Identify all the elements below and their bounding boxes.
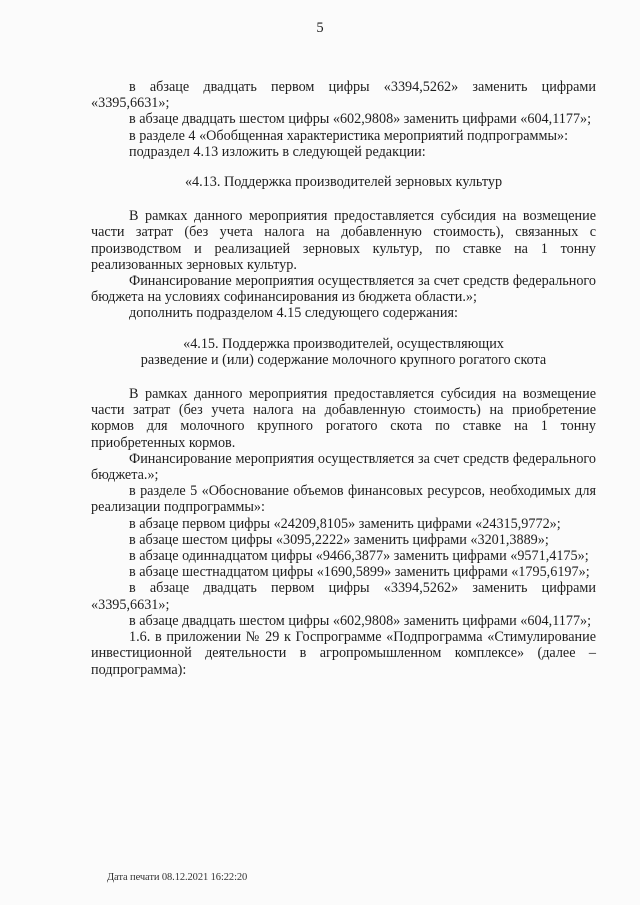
paragraph: в абзаце одиннадцатом цифры «9466,3877» заменить цифрами «9571,4175»; [129,548,589,565]
paragraph: в разделе 4 «Обобщенная характеристика мероприятий подпрограммы»: [129,127,569,144]
paragraph: подраздел 4.13 изложить в следующей редакции: [129,143,426,160]
paragraph: в абзаце первом цифры «24209,8105» заменить цифрами «24315,9772»; [129,515,561,532]
paragraph: в абзаце двадцать первом цифры «3394,5262» заменить цифрами «3395,6631»; [91,580,596,613]
paragraph: Финансирование мероприятия осуществляется за счет средств федерального бюджета на условиях софинансирования из бюджета области.»; [91,273,596,306]
page-number: 5 [316,20,324,36]
print-date-footer: Дата печати 08.12.2021 16:22:20 [107,872,248,883]
section-heading: «4.15. Поддержка производителей, осуществляющих [183,335,504,352]
paragraph: в абзаце двадцать шестом цифры «602,9808» заменить цифрами «604,1177»; [129,111,592,128]
paragraph: в абзаце шестнадцатом цифры «1690,5899» заменить цифрами «1795,6197»; [129,564,590,581]
paragraph: в разделе 5 «Обоснование объемов финансовых ресурсов, необходимых для реализации подпрограммы»: [91,483,596,516]
paragraph: дополнить подразделом 4.15 следующего содержания: [129,305,458,322]
section-heading: разведение и (или) содержание молочного крупного рогатого скота [140,351,547,368]
paragraph: В рамках данного мероприятия предоставляется субсидия на возмещение части затрат (без учета налога на добавленную стоимость), связанных с производством и реализацией зерновых культур, по ставке на 1 тонну реализованных зерновых культур. [91,208,596,273]
paragraph: Финансирование мероприятия осуществляется за счет средств федерального бюджета.»; [91,450,596,484]
document-body [91,79,596,678]
section-heading: «4.13. Поддержка производителей зерновых культур [184,174,503,191]
paragraph: в абзаце двадцать шестом цифры «602,9808» заменить цифрами «604,1177»; [129,612,592,629]
paragraph: 1.6. в приложении № 29 к Госпрограмме «Подпрограмма «Стимулирование инвестиционной деятельности в агропромышленном комплексе» (далее – подпрограмма): [91,629,596,678]
paragraph: в абзаце двадцать первом цифры «3394,5262» заменить цифрами «3395,6631»; [91,79,596,112]
paragraph: в абзаце шестом цифры «3095,2222» заменить цифрами «3201,3889»; [129,531,549,548]
paragraph: В рамках данного мероприятия предоставляется субсидия на возмещение части затрат (без учета налога на добавленную стоимость) на приобретение кормов для молочного крупного рогатого скота по ставке на 1 тонну приобретенных кормов. [91,386,596,451]
